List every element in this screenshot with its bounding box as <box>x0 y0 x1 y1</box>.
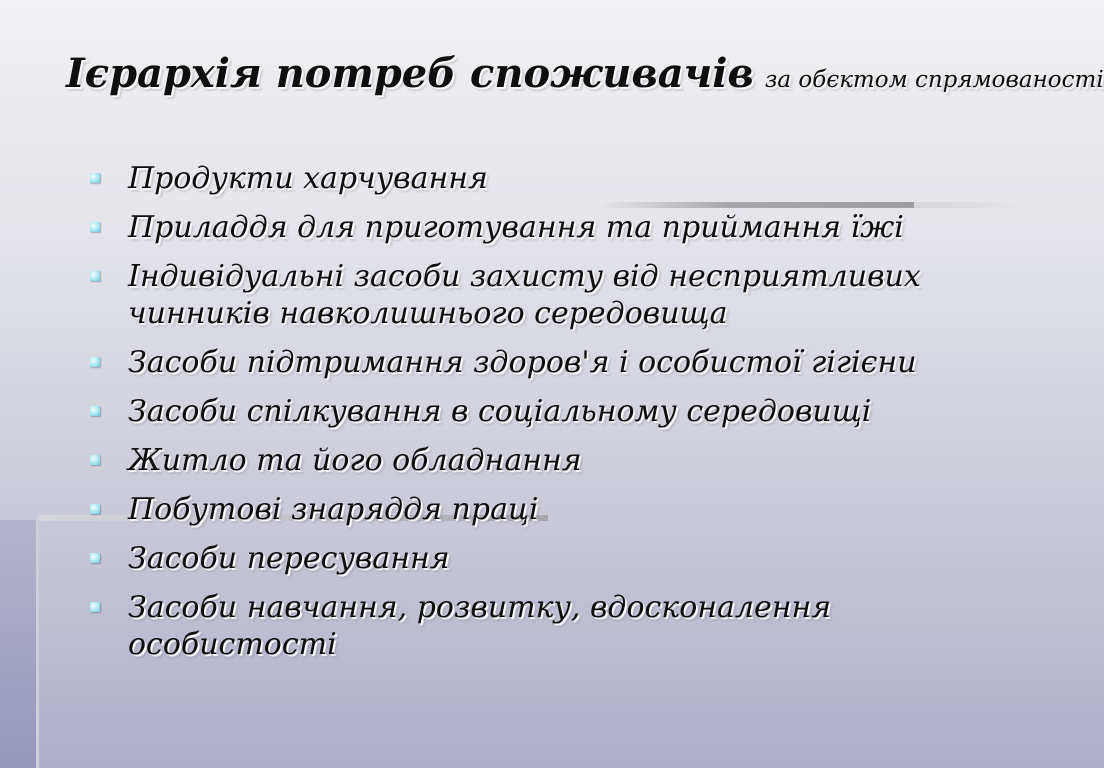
list-item-text: Засоби пересування <box>128 541 450 576</box>
list-item <box>90 589 990 663</box>
list-item-text: Приладдя для приготування та приймання їжі <box>128 210 904 245</box>
list-item <box>90 491 990 528</box>
list-item-text: Засоби навчання, розвитку, вдосконалення особистості <box>128 590 832 662</box>
list-item <box>90 209 990 246</box>
square-bullet-icon <box>90 455 100 465</box>
list-item <box>90 160 990 197</box>
list-item <box>90 258 990 332</box>
square-bullet-icon <box>90 406 100 416</box>
list-item <box>90 442 990 479</box>
slide-title-subtitle: за обєктом спрямованості <box>764 67 1104 93</box>
square-bullet-icon <box>90 222 100 232</box>
list-item <box>90 393 990 430</box>
decorative-vertical-line <box>36 515 39 768</box>
list-item-text: Засоби спілкування в соціальному середовищі <box>128 394 872 429</box>
square-bullet-icon <box>90 602 100 612</box>
square-bullet-icon <box>90 553 100 563</box>
list-item-text: Житло та його обладнання <box>128 443 582 478</box>
list-item-text: Побутові знаряддя праці <box>128 492 539 527</box>
list-item-text: Індивідуальні засоби захисту від несприятливих чинників навколишнього середовища <box>128 259 921 331</box>
decorative-left-band <box>0 520 36 768</box>
list-item-text: Засоби підтримання здоров'я і особистої гігієни <box>128 345 917 380</box>
square-bullet-icon <box>90 271 100 281</box>
list-item-text: Продукти харчування <box>128 161 488 196</box>
list-item <box>90 344 990 381</box>
square-bullet-icon <box>90 357 100 367</box>
slide-title-main: Ієрархія потреб споживачів <box>66 50 754 97</box>
list-item <box>90 540 990 577</box>
slide-title <box>66 50 1104 97</box>
square-bullet-icon <box>90 504 100 514</box>
bullet-list <box>90 160 990 675</box>
square-bullet-icon <box>90 173 100 183</box>
